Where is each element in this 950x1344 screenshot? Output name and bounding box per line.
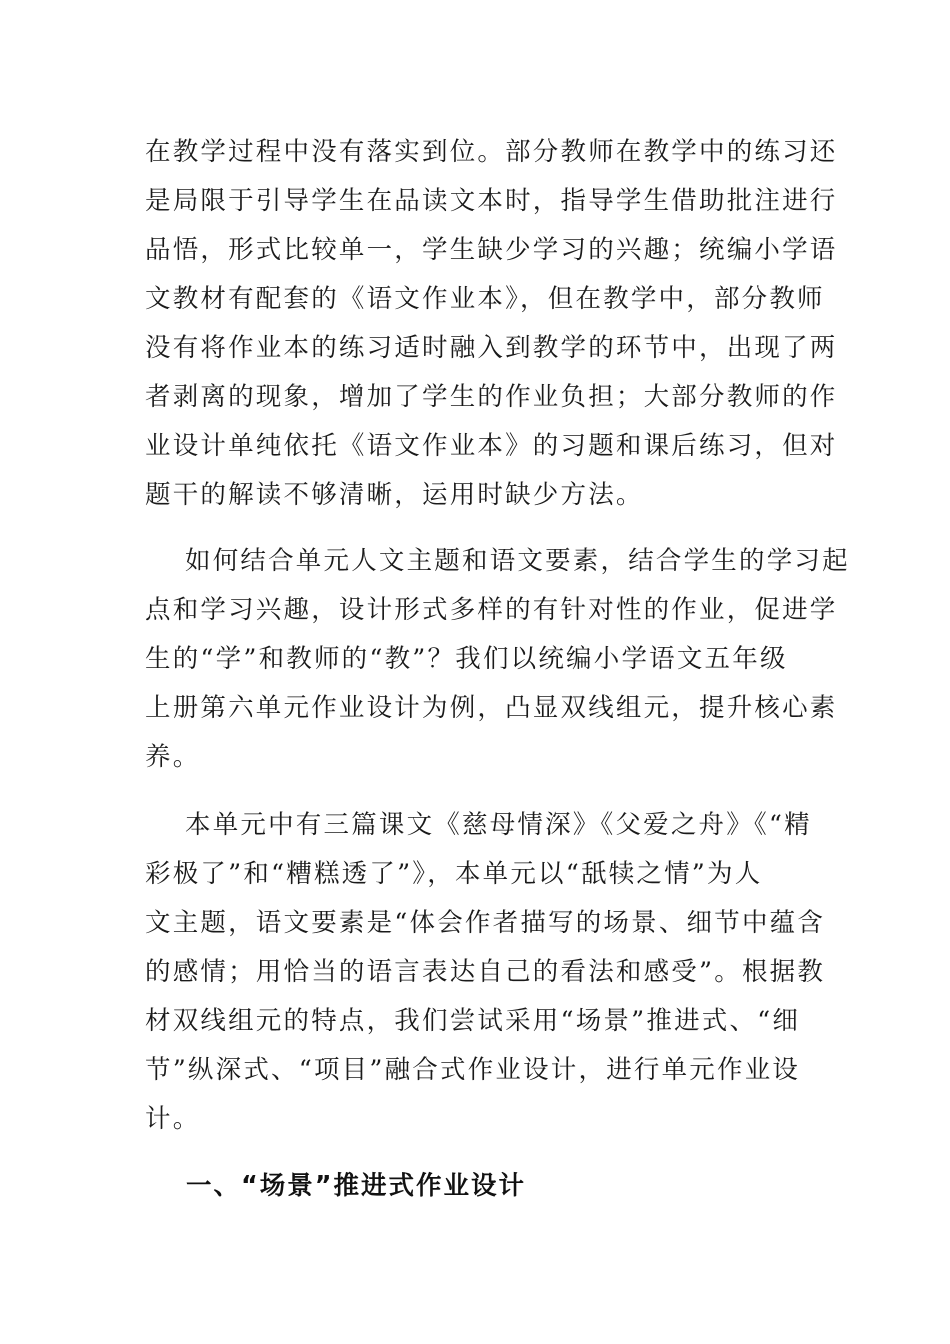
paragraph-line: 没有将作业本的练习适时融入到教学的环节中，出现了两 [145, 333, 838, 363]
paragraph-line: 养。 [145, 742, 201, 772]
paragraph-line: 上册第六单元作业设计为例，凸显双线组元，提升核心素 [145, 693, 838, 723]
paragraph-line: 者剥离的现象，增加了学生的作业负担；大部分教师的作 [145, 382, 838, 412]
paragraph-line: 计。 [145, 1104, 201, 1134]
paragraph-line: 本单元中有三篇课文《慈母情深》《父爱之舟》《“精 [185, 810, 812, 840]
paragraph-line: 文教材有配套的《语文作业本》，但在教学中，部分教师 [145, 284, 825, 314]
paragraph-line: 节”纵深式、“项目”融合式作业设计，进行单元作业设 [145, 1055, 801, 1085]
paragraph-line: 题干的解读不够清晰，运用时缺少方法。 [145, 480, 644, 510]
paragraph-line: 彩极了”和“糟糕透了”》，本单元以“舐犊之情”为人 [145, 859, 763, 889]
paragraph-line: 业设计单纯依托《语文作业本》的习题和课后练习，但对 [145, 431, 838, 461]
paragraph-line: 的感情；用恰当的语言表达自己的看法和感受”。根据教 [145, 957, 826, 987]
section-heading: 一、“场景”推进式作业设计 [186, 1171, 527, 1201]
paragraph-line: 文主题，语文要素是“体会作者描写的场景、细节中蕴含 [145, 908, 826, 938]
paragraph-line: 点和学习兴趣，设计形式多样的有针对性的作业，促进学 [145, 595, 838, 625]
paragraph-line: 材双线组元的特点，我们尝试采用“场景”推进式、“细 [145, 1006, 801, 1036]
paragraph-line: 在教学过程中没有落实到位。部分教师在教学中的练习还 [145, 137, 838, 167]
paragraph-line: 是局限于引导学生在品读文本时，指导学生借助批注进行 [145, 186, 838, 216]
paragraph-line: 品悟，形式比较单一，学生缺少学习的兴趣；统编小学语 [145, 235, 838, 265]
paragraph-line: 生的“学”和教师的“教”？我们以统编小学语文五年级 [145, 644, 788, 674]
paragraph-line: 如何结合单元人文主题和语文要素，结合学生的学习起 [185, 546, 850, 576]
